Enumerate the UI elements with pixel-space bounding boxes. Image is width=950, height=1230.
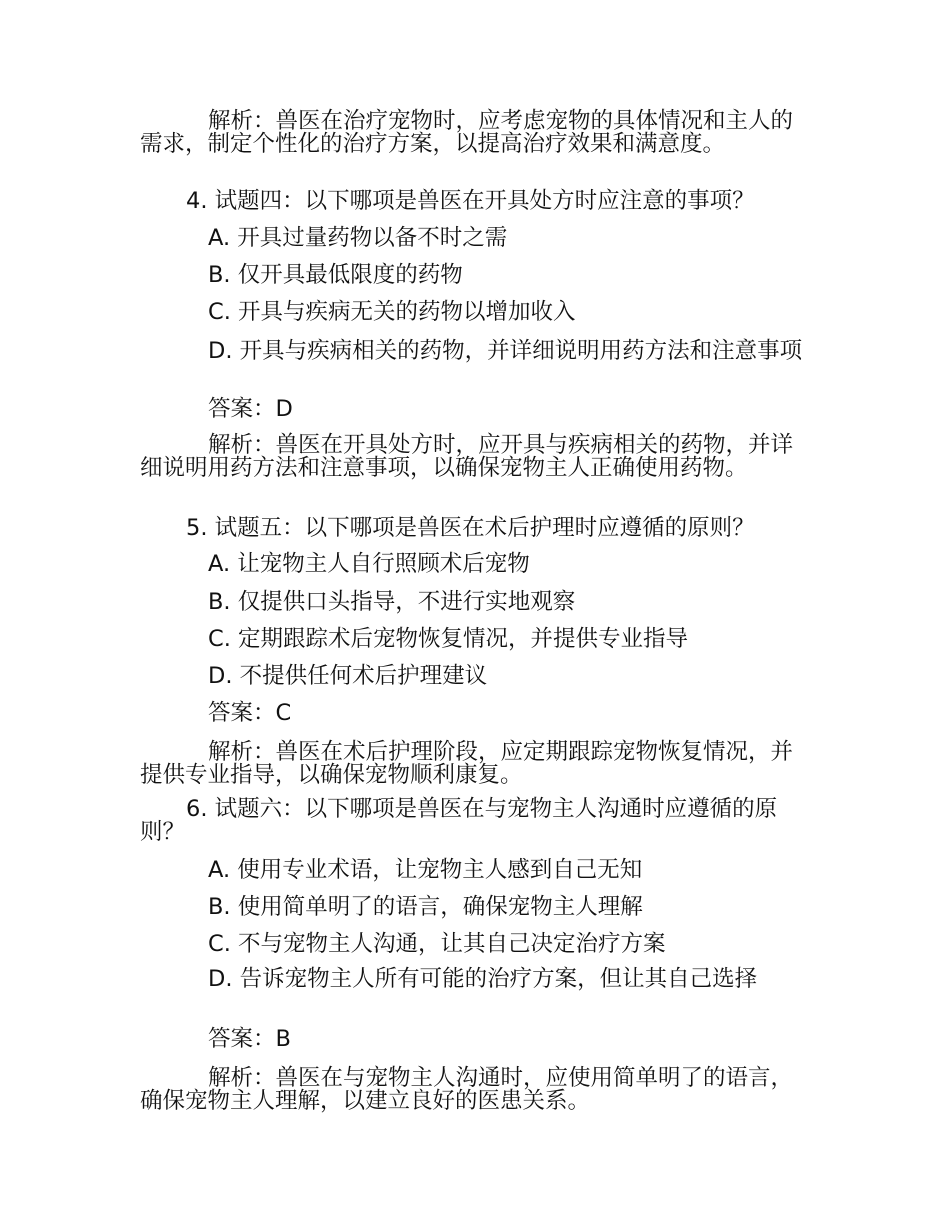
q6-explanation: 解析：兽医在与宠物主人沟通时，应使用简单明了的语言，确保宠物主人理解，以建立良好的医患关系。 — [140, 1065, 794, 1114]
q5-option-b: B. 仅提供口头指导，不进行实地观察 — [208, 589, 576, 615]
q4-explanation: 解析：兽医在开具处方时，应开具与疾病相关的药物，并详细说明用药方法和注意事项，以确保宠物主人正确使用药物。 — [140, 432, 794, 481]
q4-option-c: C. 开具与疾病无关的药物以增加收入 — [208, 299, 576, 325]
q6-option-d: D. 告诉宠物主人所有可能的治疗方案，但让其自己选择 — [208, 966, 758, 992]
q5-option-c: C. 定期跟踪术后宠物恢复情况，并提供专业指导 — [208, 626, 689, 652]
q6-option-b: B. 使用简单明了的语言，确保宠物主人理解 — [208, 894, 643, 920]
q6-option-a: A. 使用专业术语，让宠物主人感到自己无知 — [208, 857, 643, 883]
q4-title: 4. 试题四：以下哪项是兽医在开具处方时应注意的事项？ — [186, 188, 755, 214]
q3-explanation: 解析：兽医在治疗宠物时，应考虑宠物的具体情况和主人的需求，制定个性化的治疗方案，以提高治疗效果和满意度。 — [140, 108, 794, 157]
q6-answer: 答案：B — [208, 1026, 291, 1052]
q6-option-c: C. 不与宠物主人沟通，让其自己决定治疗方案 — [208, 931, 666, 957]
q5-option-a: A. 让宠物主人自行照顾术后宠物 — [208, 551, 530, 577]
q5-answer: 答案：C — [208, 700, 292, 726]
q4-option-b: B. 仅开具最低限度的药物 — [208, 262, 463, 288]
q4-option-a: A. 开具过量药物以备不时之需 — [208, 225, 508, 251]
q5-title: 5. 试题五：以下哪项是兽医在术后护理时应遵循的原则？ — [186, 515, 755, 541]
q5-explanation: 解析：兽医在术后护理阶段，应定期跟踪宠物恢复情况，并提供专业指导，以确保宠物顺利康复。 — [140, 739, 794, 788]
q4-answer: 答案：D — [208, 396, 293, 422]
q5-option-d: D. 不提供任何术后护理建议 — [208, 663, 488, 689]
q4-option-d: D. 开具与疾病相关的药物，并详细说明用药方法和注意事项 — [208, 338, 803, 364]
q6-title: 6. 试题六：以下哪项是兽医在与宠物主人沟通时应遵循的原则？ — [140, 796, 778, 845]
